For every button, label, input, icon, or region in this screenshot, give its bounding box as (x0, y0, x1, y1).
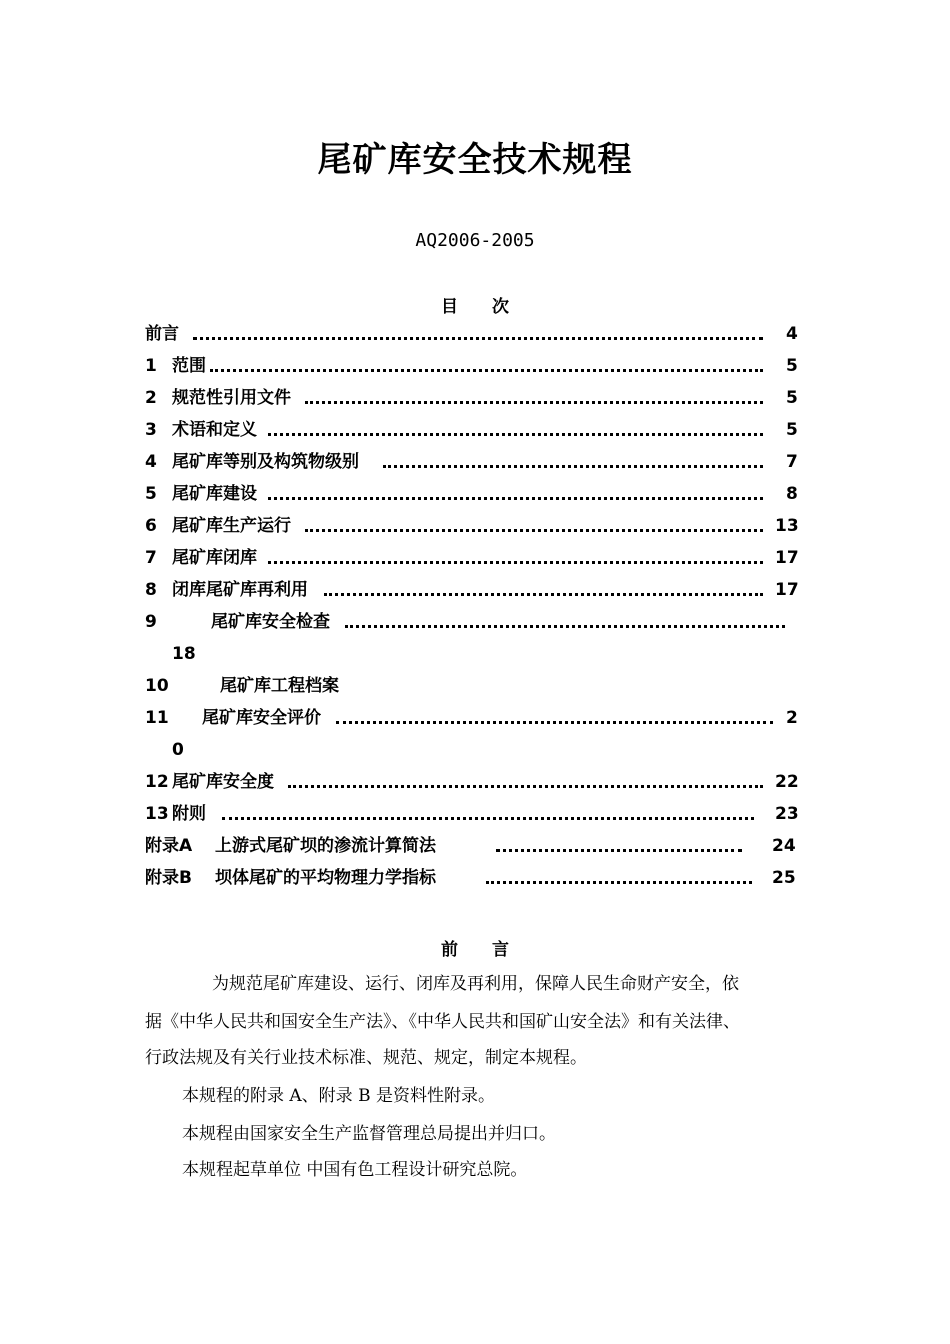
toc-num: 2 (145, 388, 157, 408)
toc-num: 11 (145, 708, 169, 728)
preface-paragraph: 本规程的附录 A、附录 B 是资料性附录。 (182, 1086, 495, 1106)
toc-num: 3 (145, 420, 157, 440)
toc-page: 23 (775, 804, 799, 824)
toc-entry-11[interactable]: 尾矿库安全评价 (202, 708, 321, 728)
toc-entry-appendix-b[interactable]: 坝体尾矿的平均物理力学指标 (215, 868, 436, 888)
toc-page-continued: 0 (172, 740, 184, 760)
toc-entry-appendix-a[interactable]: 上游式尾矿坝的渗流计算简法 (215, 836, 436, 856)
toc-num: 7 (145, 548, 157, 568)
toc-page: 2 (786, 708, 798, 728)
toc-leader (345, 625, 785, 628)
toc-num: 10 (145, 676, 169, 696)
toc-entry-9[interactable]: 尾矿库安全检查 (211, 612, 330, 632)
toc-entry-3[interactable]: 术语和定义 (172, 420, 257, 440)
toc-page: 24 (772, 836, 796, 856)
toc-leader (324, 593, 763, 596)
toc-num: 13 (145, 804, 169, 824)
toc-page: 22 (775, 772, 799, 792)
toc-page: 13 (775, 516, 799, 536)
toc-leader (486, 881, 752, 884)
toc-page: 8 (786, 484, 798, 504)
toc-num: 9 (145, 612, 157, 632)
toc-leader (268, 561, 763, 564)
toc-page: 7 (786, 452, 798, 472)
toc-page: 17 (775, 548, 799, 568)
preface-paragraph: 本规程起草单位 中国有色工程设计研究总院。 (182, 1160, 528, 1180)
toc-page: 5 (786, 356, 798, 376)
preface-paragraph-line: 行政法规及有关行业技术标准、规范、规定，制定本规程。 (145, 1048, 587, 1068)
toc-leader (268, 433, 763, 436)
toc-leader (305, 401, 763, 404)
toc-page: 4 (786, 324, 798, 344)
toc-entry-2[interactable]: 规范性引用文件 (172, 388, 291, 408)
toc-num: 4 (145, 452, 157, 472)
toc-leader (268, 497, 763, 500)
standard-code: AQ2006-2005 (415, 230, 535, 251)
toc-heading: 目 次 (441, 297, 509, 317)
toc-page: 18 (172, 644, 196, 664)
toc-entry-7[interactable]: 尾矿库闭库 (172, 548, 257, 568)
toc-leader (305, 529, 763, 532)
toc-num: 6 (145, 516, 157, 536)
toc-entry-preface[interactable]: 前言 (145, 324, 179, 344)
toc-entry-4[interactable]: 尾矿库等别及构筑物级别 (172, 452, 359, 472)
toc-page: 5 (786, 388, 798, 408)
toc-leader (210, 369, 763, 372)
toc-entry-5[interactable]: 尾矿库建设 (172, 484, 257, 504)
toc-num: 附录B (145, 868, 192, 888)
preface-paragraph-line: 据《中华人民共和国安全生产法》、《中华人民共和国矿山安全法》和有关法律、 (145, 1012, 740, 1032)
toc-entry-6[interactable]: 尾矿库生产运行 (172, 516, 291, 536)
toc-entry-8[interactable]: 闭库尾矿库再利用 (172, 580, 308, 600)
preface-paragraph-line: 为规范尾矿库建设、运行、闭库及再利用，保障人民生命财产安全，依 (212, 974, 739, 994)
toc-entry-13[interactable]: 附则 (172, 804, 206, 824)
toc-num: 附录A (145, 836, 193, 856)
toc-page: 5 (786, 420, 798, 440)
toc-num: 12 (145, 772, 169, 792)
toc-page: 17 (775, 580, 799, 600)
preface-heading: 前 言 (441, 940, 509, 960)
toc-leader (496, 849, 742, 852)
toc-leader (193, 337, 763, 340)
toc-num: 8 (145, 580, 157, 600)
toc-num: 1 (145, 356, 157, 376)
toc-page: 25 (772, 868, 796, 888)
toc-leader (222, 817, 754, 820)
toc-entry-1[interactable]: 范围 (172, 356, 206, 376)
toc-entry-10[interactable]: 尾矿库工程档案 (220, 676, 339, 696)
document-title: 尾矿库安全技术规程 (317, 140, 633, 180)
preface-paragraph: 本规程由国家安全生产监督管理总局提出并归口。 (182, 1124, 556, 1144)
toc-leader (288, 785, 763, 788)
toc-entry-12[interactable]: 尾矿库安全度 (172, 772, 274, 792)
toc-num: 5 (145, 484, 157, 504)
toc-leader (336, 721, 773, 724)
toc-leader (383, 465, 763, 468)
